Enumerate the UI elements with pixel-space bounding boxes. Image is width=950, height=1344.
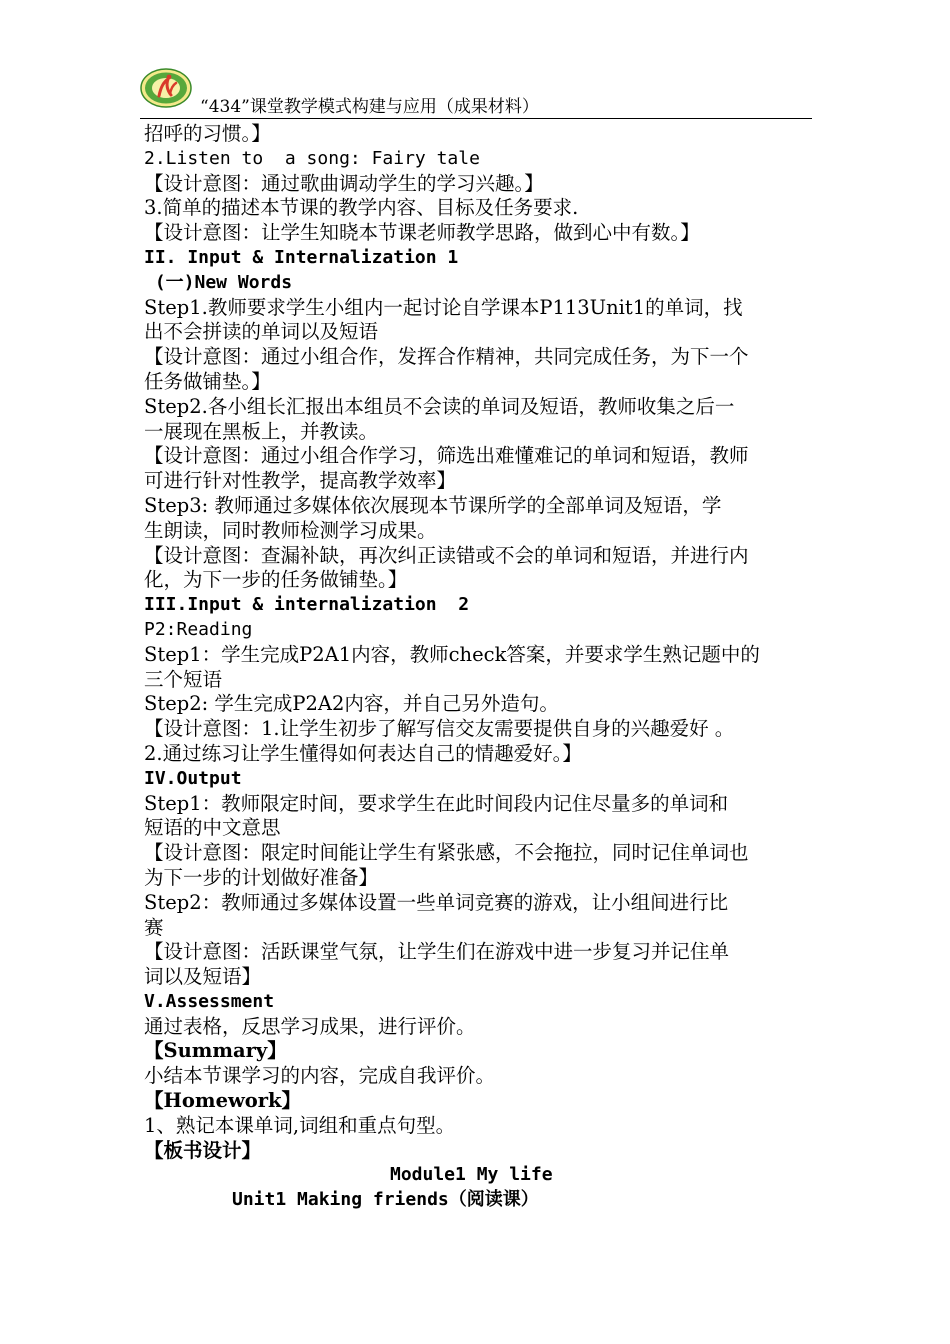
text-line: Step1：学生完成P2A1内容，教师check答案，并要求学生熟记题中的 xyxy=(144,642,760,666)
page-header xyxy=(140,62,812,119)
text-line: 【设计意图：限定时间能让学生有紧张感，不会拖拉，同时记住单词也 xyxy=(144,841,749,865)
section-heading: II. Input & Internalization 1 xyxy=(144,246,459,268)
text-line: Step1.教师要求学生小组内一起讨论自学课本P113Unit1的单词，找 xyxy=(144,295,743,319)
text-line: 3.简单的描述本节课的教学内容、目标及任务要求. xyxy=(144,196,579,220)
text-line: Step1：教师限定时间，要求学生在此时间段内记住尽量多的单词和 xyxy=(144,791,729,815)
text-line: Step2.各小组长汇报出本组员不会读的单词及短语，教师收集之后一 xyxy=(144,394,735,418)
text-line: 可进行针对性教学，提高教学效率】 xyxy=(144,469,457,493)
text-line: 1、熟记本课单词,词组和重点句型。 xyxy=(144,1113,456,1137)
text-line: 【设计意图：通过歌曲调动学生的学习兴趣。】 xyxy=(144,171,544,195)
text-line: Step3: 教师通过多媒体依次展现本节课所学的全部单词及短语，学 xyxy=(144,493,722,517)
text-line: 赛 xyxy=(144,915,164,939)
text-line: 【设计意图：查漏补缺，再次纠正读错或不会的单词和短语，并进行内 xyxy=(144,543,749,567)
homework-heading: 【Homework】 xyxy=(144,1089,302,1113)
text-line: 短语的中文意思 xyxy=(144,816,281,840)
text-line: 出不会拼读的单词以及短语 xyxy=(144,320,379,344)
text-line: P2:Reading xyxy=(144,618,253,640)
text-line: 【设计意图：活跃课堂气氛，让学生们在游戏中进一步复习并记住单 xyxy=(144,940,730,964)
text-line: Step2: 学生完成P2A2内容，并自己另外造句。 xyxy=(144,692,559,716)
text-line: 化，为下一步的任务做铺垫。】 xyxy=(144,568,408,592)
section-heading: V.Assessment xyxy=(144,990,275,1012)
text-line: 为下一步的计划做好准备】 xyxy=(144,865,379,889)
text-line: 一展现在黑板上，并教读。 xyxy=(144,419,379,443)
text-line: 【设计意图：通过小组合作，发挥合作精神，共同完成任务，为下一个 xyxy=(144,345,749,369)
text-line: 2.通过练习让学生懂得如何表达自己的情趣爱好。】 xyxy=(144,741,582,765)
subsection-heading: (一)New Words xyxy=(144,271,293,293)
text-line: 【设计意图：让学生知晓本节课老师教学思路，做到心中有数。】 xyxy=(144,221,700,245)
text-line: 招呼的习惯。】 xyxy=(144,122,271,145)
text-line: 词以及短语】 xyxy=(144,965,262,989)
text-line: 【设计意图：通过小组合作学习，筛选出难懂难记的单词和短语，教师 xyxy=(144,444,749,468)
document-body xyxy=(144,122,816,1213)
section-heading: III.Input & internalization 2 xyxy=(144,594,470,616)
text-line: Step2：教师通过多媒体设置一些单词竞赛的游戏，让小组间进行比 xyxy=(144,890,729,914)
text-line: 【设计意图：1.让学生初步了解写信交友需要提供自身的兴趣爱好 。 xyxy=(144,717,735,741)
text-line: 小结本节课学习的内容，完成自我评价。 xyxy=(144,1064,496,1088)
section-heading: IV.Output xyxy=(144,767,242,789)
header-title: “434”课堂教学模式构建与应用（成果材料） xyxy=(200,97,539,117)
summary-heading: 【Summary】 xyxy=(144,1039,287,1063)
text-line: 通过表格，反思学习成果，进行评价。 xyxy=(144,1014,476,1038)
school-logo-icon xyxy=(140,68,192,108)
text-line: 生朗读，同时教师检测学习成果。 xyxy=(144,518,437,542)
board-design-heading: 【板书设计】 xyxy=(144,1138,262,1162)
board-unit-title: Unit1 Making friends（阅读课） xyxy=(232,1189,539,1211)
text-line: 任务做铺垫。】 xyxy=(144,369,271,393)
board-module-title: Module1 My life xyxy=(390,1164,553,1186)
text-line: 三个短语 xyxy=(144,667,223,691)
text-line: 2.Listen to a song: Fairy tale xyxy=(144,147,480,169)
